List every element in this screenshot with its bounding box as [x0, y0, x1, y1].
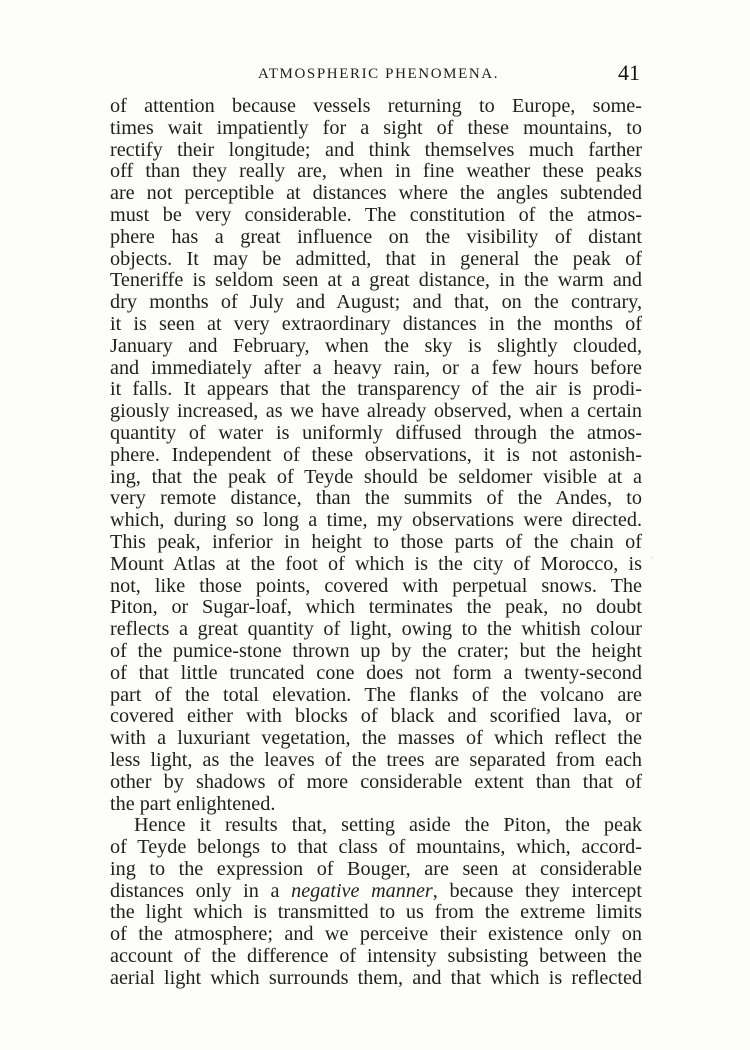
text-line: with a luxuriant vegetation, the masses of which reflect the	[110, 727, 642, 750]
text-line: it falls. It appears that the transparency of the air is prodi-	[110, 378, 642, 401]
text-line: ing to the expression of Bouger, are seen at considerable	[110, 857, 642, 880]
text-line: not, like those points, covered with perpetual snows. The	[110, 574, 642, 597]
body-text	[110, 96, 642, 990]
text-line: of attention because vessels returning to Europe, some-	[110, 95, 642, 117]
text-line: of the pumice-stone thrown up by the crater; but the height	[110, 639, 642, 662]
text-line: January and February, when the sky is slightly clouded,	[110, 334, 642, 357]
text-line: times wait impatiently for a sight of these mountains, to	[110, 116, 642, 139]
text-line: and immediately after a heavy rain, or a few hours before	[110, 356, 642, 379]
text-line: covered either with blocks of black and scorified lava, or	[110, 705, 642, 728]
paper-speck	[651, 556, 654, 559]
running-head	[110, 58, 640, 92]
line-text-before-emphasis: distances only in a	[110, 879, 292, 902]
paper-speck	[644, 976, 647, 978]
emphasized-phrase: negative manner	[291, 879, 433, 902]
text-line: objects. It may be admitted, that in general the peak of	[110, 247, 642, 270]
text-line: reflects a great quantity of light, owing to the whitish colour	[110, 618, 642, 641]
text-line: dry months of July and August; and that, on the contrary,	[110, 291, 642, 314]
text-line: the light which is transmitted to us from the extreme limits	[110, 901, 642, 924]
paragraph-end-line: the part enlightened.	[110, 792, 276, 815]
text-line: which, during so long a time, my observations were directed.	[110, 509, 642, 532]
page-number: 41	[618, 60, 640, 85]
text-line: very remote distance, than the summits of the Andes, to	[110, 487, 642, 510]
text-line: phere. Independent of these observations, it is not astonish-	[110, 443, 642, 466]
text-line: it is seen at very extraordinary distances in the months of	[110, 312, 642, 335]
text-line: are not perceptible at distances where the angles subtended	[110, 182, 642, 205]
text-line: quantity of water is uniformly diffused through the atmos-	[110, 421, 642, 444]
text-line: of the atmosphere; and we perceive their existence only on	[110, 923, 642, 946]
text-line: account of the difference of intensity subsisting between the	[110, 945, 642, 968]
text-line: giously increased, as we have already observed, when a certain	[110, 400, 642, 423]
running-title: ATMOSPHERIC PHENOMENA.	[258, 66, 500, 82]
line-text-after-emphasis: , because they intercept	[432, 879, 642, 902]
text-line: aerial light which surrounds them, and that which is reflected	[110, 966, 642, 989]
text-line: must be very considerable. The constitution of the atmos-	[110, 203, 642, 226]
text-line: less light, as the leaves of the trees are separated from each	[110, 748, 642, 771]
text-line: of Teyde belongs to that class of mountains, which, accord-	[110, 836, 642, 859]
text-line: ing, that the peak of Teyde should be seldomer visible at a	[110, 465, 642, 488]
text-line: Piton, or Sugar-loaf, which terminates the peak, no doubt	[110, 596, 642, 619]
text-line: other by shadows of more considerable extent than that of	[110, 770, 642, 793]
text-line-with-emphasis	[110, 881, 642, 903]
text-line: Mount Atlas at the foot of which is the city of Morocco, is	[110, 552, 642, 575]
text-line: Teneriffe is seldom seen at a great distance, in the warm and	[110, 269, 642, 292]
paragraph-start-line: Hence it results that, setting aside the Piton, the peak	[134, 814, 642, 837]
text-line: of that little truncated cone does not form a twenty-second	[110, 661, 642, 684]
text-line: part of the total elevation. The flanks of the volcano are	[110, 683, 642, 706]
text-line: rectify their longitude; and think themselves much farther	[110, 138, 642, 161]
text-line: off than they really are, when in fine weather these peaks	[110, 160, 642, 183]
text-line: This peak, inferior in height to those parts of the chain of	[110, 530, 642, 553]
text-line: phere has a great influence on the visibility of distant	[110, 225, 642, 248]
